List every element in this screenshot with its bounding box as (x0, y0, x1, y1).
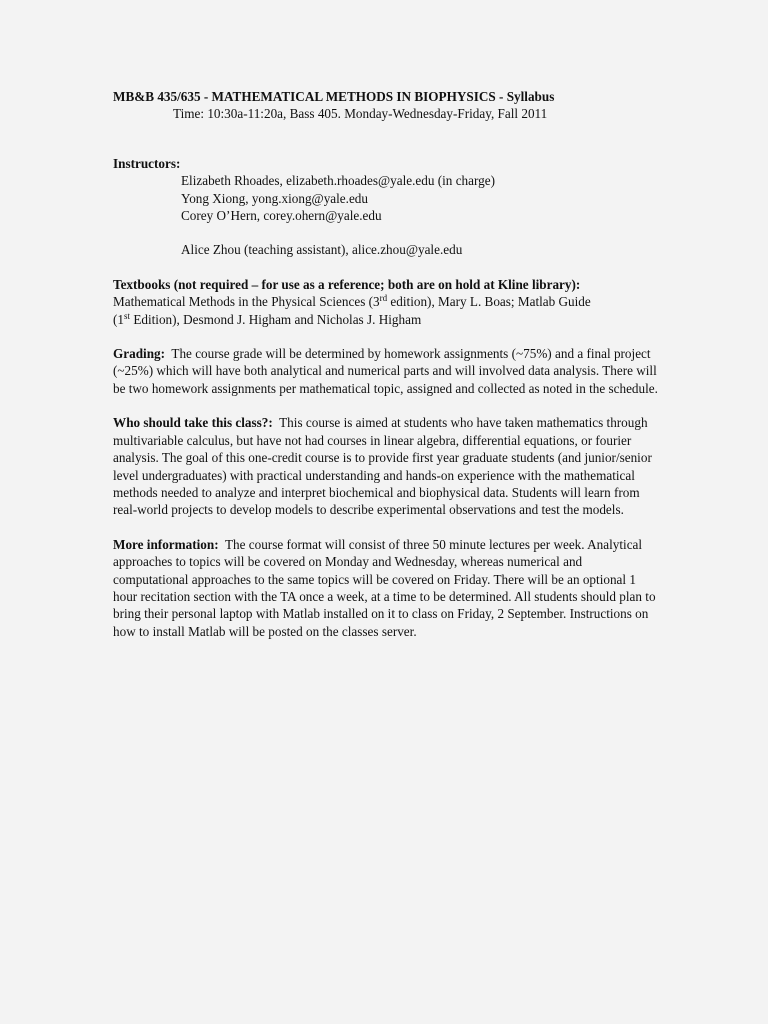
textbooks-heading: Textbooks (not required – for use as a reference; both are on hold at Kline library): (113, 276, 581, 292)
more-info-heading: More information: (113, 536, 219, 552)
grading-text: The course grade will be determined by homework assignments (~75%) and a final project (~25%) which will have both analytical and numerical parts and will involved data analysis. There will be two homework assignments per mathematical topic, assigned and collected as noted in the schedule. (113, 346, 658, 396)
who-paragraph (113, 414, 658, 518)
textbook-text: Edition), Desmond J. Higham and Nicholas J. Higham (130, 311, 422, 327)
course-time: Time: 10:30a-11:20a, Bass 405. Monday-Wednesday-Friday, Fall 2011 (173, 106, 548, 122)
syllabus-document (113, 88, 658, 640)
more-info-paragraph (113, 536, 658, 640)
grading-heading: Grading: (113, 346, 166, 362)
instructor-item: Corey O’Hern, corey.ohern@yale.edu (181, 208, 382, 224)
textbook-text: Mathematical Methods in the Physical Sciences (3 (113, 294, 380, 310)
teaching-assistant: Alice Zhou (teaching assistant), alice.zhou@yale.edu (181, 242, 463, 258)
textbook-text: edition), Mary L. Boas; Matlab Guide (387, 294, 591, 310)
grading-paragraph (113, 345, 658, 397)
textbooks-section (113, 276, 658, 328)
textbook-line-1 (113, 293, 658, 310)
instructors-heading: Instructors: (113, 155, 181, 171)
spacer (113, 224, 658, 241)
textbook-text: (1 (113, 311, 124, 327)
more-info-text: The course format will consist of three 50 minute lectures per week. Analytical approaches to topics will be covered on Monday and Wednesday, whereas numerical and computational approaches to the same topics will be covered on Friday. There will be an optional 1 hour recitation section with the TA once a week, at a time to be determined. All students should plan to bring their personal laptop with Matlab installed on it to class on Friday, 2 September. Instructions on how to install Matlab will be posted on the classes server. (113, 536, 656, 639)
ordinal-suffix: st (124, 310, 131, 321)
who-section (113, 414, 658, 518)
more-info-section (113, 536, 658, 640)
textbook-line-2 (113, 311, 658, 328)
instructor-item: Yong Xiong, yong.xiong@yale.edu (181, 190, 368, 206)
document-title: MB&B 435/635 - MATHEMATICAL METHODS IN BIOPHYSICS - Syllabus (113, 89, 555, 104)
who-text: This course is aimed at students who have taken mathematics through multivariable calculus, but have not had courses in linear algebra, differential equations, or fourier analysis. The goal of this one-credit course is to provide first year graduate students (and junior/senior level undergraduates) with practical understanding and hands-on experience with the mathematical methods needed to analyze and interpret biochemical and biophysical data. Students will learn from real-world projects to develop models to describe experimental observations and test the models. (113, 415, 652, 518)
ordinal-suffix: rd (379, 293, 388, 304)
grading-section (113, 345, 658, 397)
instructor-item: Elizabeth Rhoades, elizabeth.rhoades@yale.edu (in charge) (181, 173, 495, 189)
who-heading: Who should take this class?: (113, 415, 273, 431)
instructors-section (113, 155, 658, 259)
